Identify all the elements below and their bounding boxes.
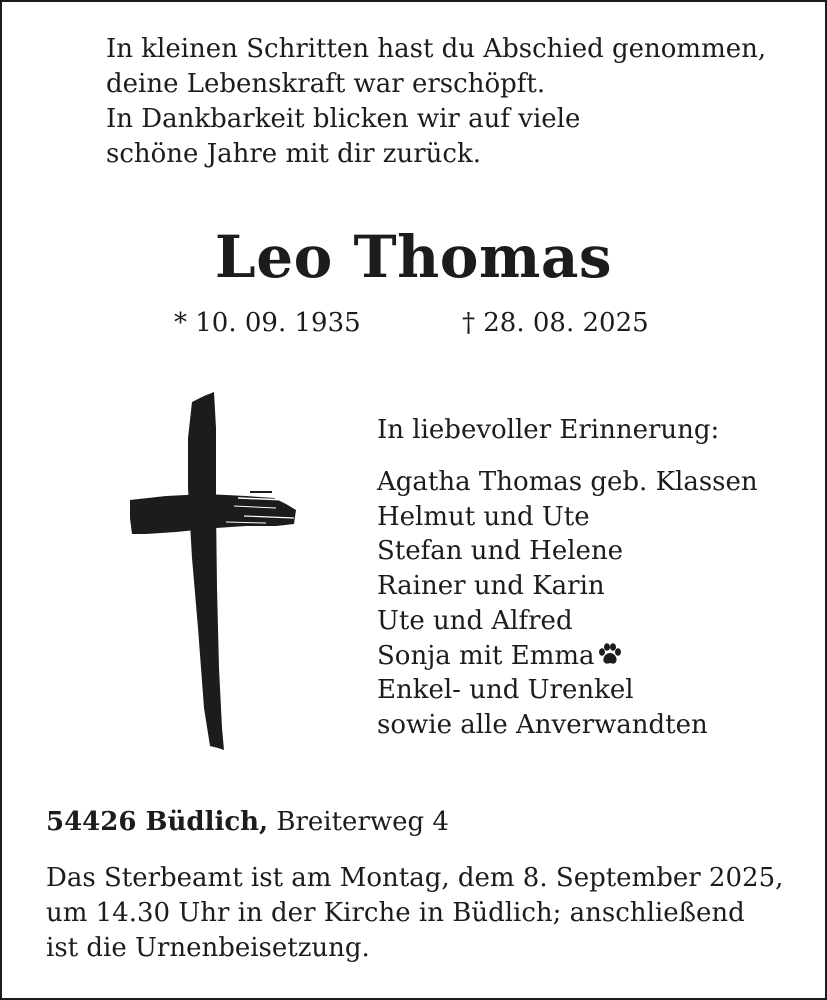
mourner: sowie alle Anverwandten xyxy=(377,709,708,740)
birth-date: * 10. 09. 1935 xyxy=(174,308,361,338)
mourner: Ute und Alfred xyxy=(377,605,573,636)
poem: In kleinen Schritten hast du Abschied genommen, deine Lebenskraft war erschöpft. In Dankbarkeit blicken wir auf viele schöne Jahre mit dir zurück. xyxy=(106,34,767,169)
deceased-name: Leo Thomas xyxy=(214,223,613,291)
address-street: Breiterweg 4 xyxy=(276,807,449,837)
mourner: Stefan und Helene xyxy=(377,536,624,567)
service-notice: Das Sterbeamt ist am Montag, dem 8. September 2025, um 14.30 Uhr in der Kirche in Büdlich; anschließend ist die Urnenbeisetzung. xyxy=(46,863,784,963)
death-date: † 28. 08. 2025 xyxy=(462,308,649,338)
mourner: Helmut und Ute xyxy=(377,501,590,532)
mourner-with-pet xyxy=(377,639,758,674)
paw-print-icon xyxy=(597,642,623,666)
mourner: Agatha Thomas geb. Klassen xyxy=(377,467,758,497)
mourners-list xyxy=(377,465,758,743)
mourner: Enkel- und Urenkel xyxy=(377,675,634,706)
memory-intro: In liebevoller Erinnerung: xyxy=(377,415,720,445)
mourner: Sonja mit Emma xyxy=(377,640,595,671)
address-place: 54426 Büdlich, xyxy=(46,807,269,837)
brush-cross-icon xyxy=(126,388,298,754)
address xyxy=(46,805,449,839)
mourner: Rainer und Karin xyxy=(377,571,605,602)
